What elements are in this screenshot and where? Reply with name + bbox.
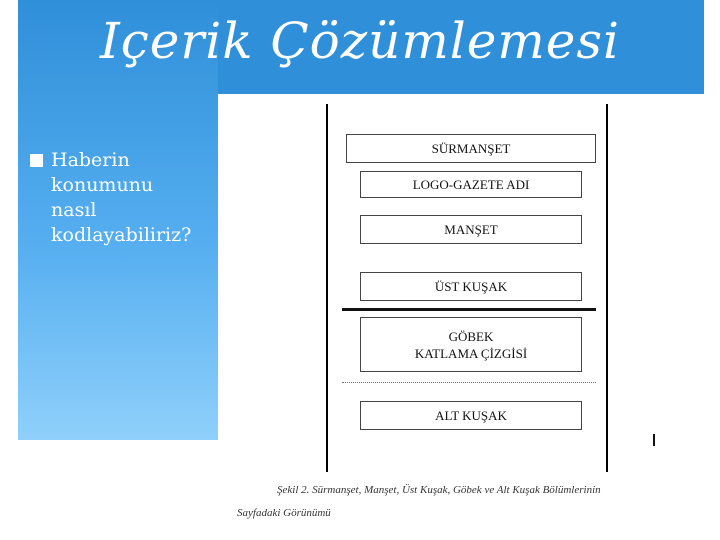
bullet-item	[30, 148, 215, 248]
fold-line-label: KATLAMA ÇİZGİSİ	[414, 345, 528, 361]
section-divider-line	[342, 308, 596, 311]
bullet-line: nasıl	[51, 199, 97, 221]
gobek-label: GÖBEK	[448, 328, 494, 344]
bullet-line: kodlayabiliriz?	[51, 224, 192, 246]
bullet-text	[51, 148, 191, 248]
alt-kusak-box: ALT KUŞAK	[360, 401, 582, 430]
figure-caption: Şekil 2. Sürmanşet, Manşet, Üst Kuşak, Göbek ve Alt Kuşak Bölümlerinin	[277, 484, 601, 496]
gobek-box	[360, 317, 582, 372]
tick-mark	[653, 434, 655, 446]
newspaper-layout-figure	[218, 94, 704, 474]
figure-caption-continued: Sayfadaki Görünümü	[237, 507, 331, 519]
checkbox-bullet-icon	[30, 154, 43, 167]
ust-kusak-box: ÜST KUŞAK	[360, 272, 582, 301]
bullet-line: Haberin	[51, 149, 130, 171]
bullet-line: konumunu	[51, 174, 154, 196]
slide-title: Içerik Çözümlemesi	[100, 12, 620, 70]
fold-dotted-line	[342, 382, 596, 383]
surmanset-box: SÜRMANŞET	[346, 134, 596, 163]
manset-box: MANŞET	[360, 215, 582, 244]
logo-box: LOGO-GAZETE ADI	[360, 171, 582, 198]
